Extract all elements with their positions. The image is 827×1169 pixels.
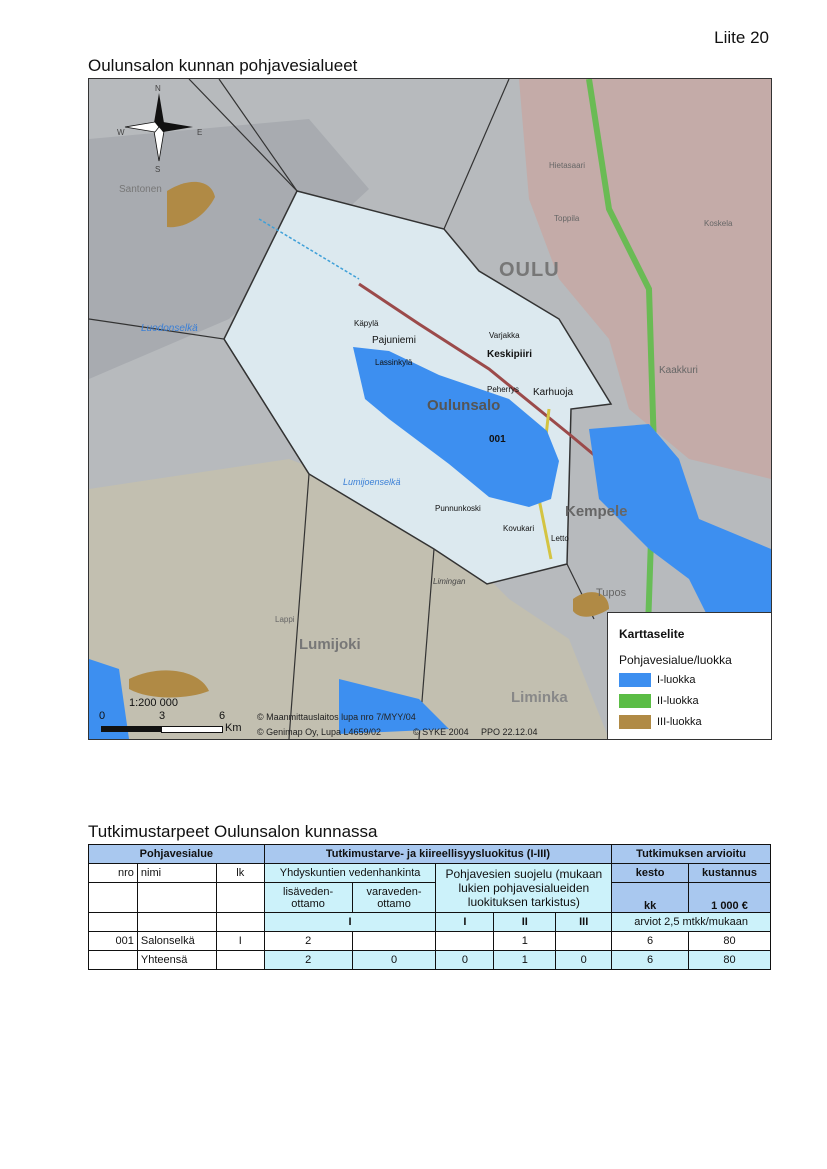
cell-lk: I [216, 932, 264, 951]
legend-title: Karttaselite [619, 627, 685, 641]
cell-lisa: 2 [264, 932, 352, 951]
place-lassinkyla: Lassinkylä [375, 358, 413, 367]
header-euro: 1 000 € [689, 883, 771, 913]
header-nimi: nimi [137, 864, 216, 883]
place-limingan: Limingan [433, 577, 466, 586]
cell-nro: 001 [89, 932, 138, 951]
table-title: Tutkimustarpeet Oulunsalon kunnassa [88, 822, 378, 841]
place-kapyla: Käpylä [354, 319, 379, 328]
total-lisa: 2 [264, 951, 352, 970]
header-kesto: kesto [612, 864, 689, 883]
cell-nimi: Salonselkä [137, 932, 216, 951]
compass-w: W [117, 128, 125, 137]
legend-swatch-ii [619, 694, 651, 708]
total-vara: 0 [352, 951, 436, 970]
header-lisaveden: lisäveden-ottamo [264, 883, 352, 913]
place-tupos: Tupos [596, 587, 627, 599]
scale-tick-0: 0 [99, 710, 106, 722]
water-lumijoenselka: Lumijoenselkä [343, 477, 401, 487]
cell-kesto: 6 [612, 932, 689, 951]
scale-ratio: 1:200 000 [129, 697, 178, 709]
cell-s1 [436, 932, 494, 951]
place-lumijoki: Lumijoki [299, 636, 361, 653]
place-hietasaari: Hietasaari [549, 161, 586, 170]
legend-item-iii [619, 715, 702, 729]
total-kesto: 6 [612, 951, 689, 970]
header-class-i-supply: I [264, 913, 436, 932]
appendix-label: Liite 20 [714, 28, 769, 47]
header-kk: kk [612, 883, 689, 913]
header-kustannus: kustannus [689, 864, 771, 883]
groundwater-map [88, 78, 772, 740]
cell-kust: 80 [689, 932, 771, 951]
credit-syke: © SYKE 2004 [413, 727, 469, 737]
header-class-i: I [436, 913, 494, 932]
place-peherrys: Peherrys [487, 385, 520, 394]
header-suojelu: Pohjavesien suojelu (mukaan lukien pohjavesialueiden luokituksen tarkistus) [436, 864, 612, 913]
scale-tick-3: 3 [159, 710, 166, 722]
header-nro: nro [89, 864, 138, 883]
header-varaveden: varaveden-ottamo [352, 883, 436, 913]
area-code-label: 001 [489, 434, 506, 445]
cell-s2: 1 [494, 932, 556, 951]
credit-genimap: © Genimap Oy, Lupa L4659/02 [257, 727, 382, 737]
compass-e: E [197, 128, 203, 137]
place-toppila: Toppila [554, 214, 580, 223]
place-letto: Letto [551, 534, 569, 543]
research-needs-table [88, 844, 771, 970]
map-title: Oulunsalon kunnan pohjavesialueet [88, 56, 358, 75]
scale-bar [95, 697, 265, 737]
map-legend [607, 612, 771, 739]
header-pohjavesialue: Pohjavesialue [89, 845, 265, 864]
cell-vara [352, 932, 436, 951]
table-total-row [89, 951, 771, 970]
header-arviot: arviot 2,5 mtkk/mukaan [612, 913, 771, 932]
legend-subtitle: Pohjavesialue/luokka [619, 653, 732, 667]
credit-mml: © Maanmittauslaitos lupa nro 7/MYY/04 [257, 712, 416, 722]
header-tutkimustarve: Tutkimustarve- ja kiireellisyysluokitus (I-III) [264, 845, 611, 864]
scale-unit: Km [225, 722, 242, 734]
total-s2: 1 [494, 951, 556, 970]
place-oulu: OULU [499, 259, 560, 281]
place-liminka: Liminka [511, 689, 568, 706]
header-class-iii: III [556, 913, 612, 932]
water-luodonselka: Luodonselkä [141, 323, 198, 334]
place-karhuoja: Karhuoja [533, 387, 574, 398]
total-nimi: Yhteensä [137, 951, 216, 970]
place-lapp: Lappi [275, 615, 295, 624]
legend-label-i: I-luokka [657, 674, 696, 686]
legend-label-ii: II-luokka [657, 695, 699, 707]
table-row [89, 932, 771, 951]
legend-item-i [619, 673, 696, 687]
legend-item-ii [619, 694, 699, 708]
total-s3: 0 [556, 951, 612, 970]
place-varjakka: Varjakka [489, 331, 520, 340]
header-lk: lk [216, 864, 264, 883]
total-s1: 0 [436, 951, 494, 970]
place-kempele: Kempele [565, 503, 628, 520]
header-class-ii: II [494, 913, 556, 932]
place-punnunkoski: Punnunkoski [435, 504, 481, 513]
place-kaakkuri: Kaakkuri [659, 365, 698, 376]
header-arvioitu: Tutkimuksen arvioitu [612, 845, 771, 864]
cell-s3 [556, 932, 612, 951]
legend-swatch-iii [619, 715, 651, 729]
credit-ppo: PPO 22.12.04 [481, 727, 538, 737]
legend-swatch-i [619, 673, 651, 687]
compass-s: S [155, 165, 161, 174]
place-kovukari: Kovukari [503, 524, 535, 533]
legend-label-iii: III-luokka [657, 716, 702, 728]
compass-n: N [155, 84, 161, 93]
place-pajuniemi: Pajuniemi [372, 335, 416, 346]
place-oulunsalo: Oulunsalo [427, 397, 501, 414]
place-keskipiiri: Keskipiiri [487, 349, 533, 360]
total-kust: 80 [689, 951, 771, 970]
place-koskela: Koskela [704, 219, 733, 228]
place-santonen: Santonen [119, 184, 162, 195]
scale-tick-6: 6 [219, 710, 226, 722]
header-yhdyskuntien: Yhdyskuntien vedenhankinta [264, 864, 436, 883]
